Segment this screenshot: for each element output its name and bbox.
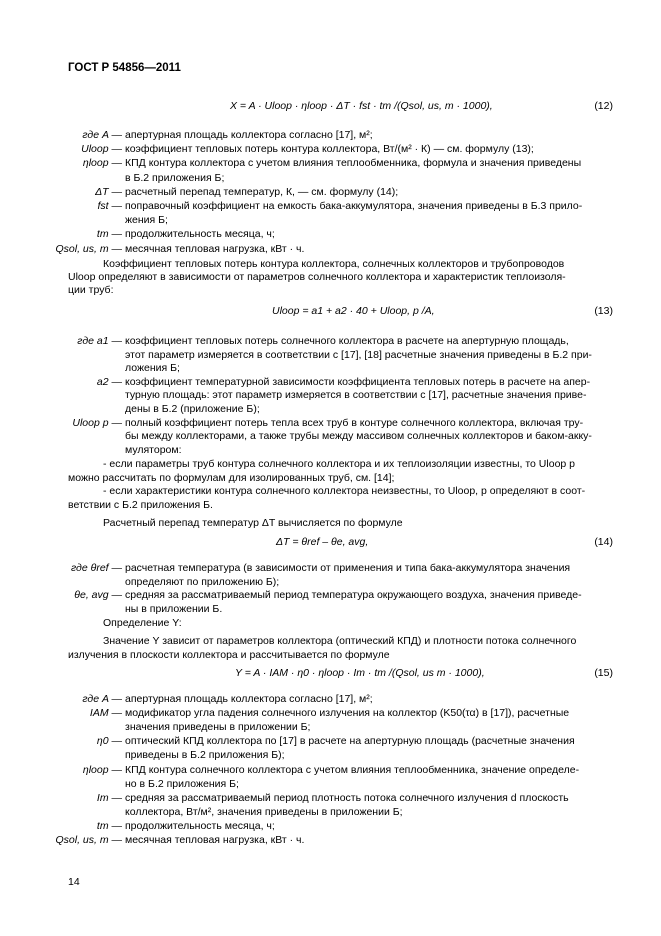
definition-text: расчетная температура (в зависимости от применения и типа бака-аккумулятора значения <box>125 562 571 574</box>
equation-14: ΔT = θref – θe, avg, <box>276 536 369 548</box>
definition-text: полный коэффициент потерь тепла всех труб в контуре солнечного коллектора, включая тру- <box>125 416 584 429</box>
definition-text: оптический КПД коллектора по [17] в расчете на апертурную площадь (расчетные значения <box>125 735 575 748</box>
definition-text: ны в приложении Б. <box>125 602 223 615</box>
definition-text: средняя за рассматриваемый период температура окружающего воздуха, значения приведе- <box>125 589 582 602</box>
page-number: 14 <box>68 876 80 888</box>
definition-text: апертурная площадь коллектора согласно [17], м²; <box>125 129 373 141</box>
definition-text: в Б.2 приложения Б; <box>125 171 225 184</box>
text-line: ции труб: <box>68 284 114 297</box>
definition-symbol: tm — <box>96 228 122 241</box>
definition-text: апертурная площадь коллектора согласно [17], м²; <box>125 693 373 705</box>
definition-text: средняя за рассматриваемый период плотность потока солнечного излучения d плоскость <box>125 791 569 804</box>
definition-symbol: ΔT — <box>95 185 122 198</box>
definition-text: ложения Б; <box>125 362 180 375</box>
equation-13: Uloop = a1 + a2 · 40 + Uloop, p /A, <box>272 305 435 317</box>
definition-text: турную площадь: этот параметр измеряется в соответствии с [17], расчетные значения приве- <box>125 389 587 402</box>
text-line: ветствии с Б.2 приложения Б. <box>68 498 213 511</box>
definition-symbol: где a1 — <box>77 335 122 347</box>
definition-symbol: a2 — <box>96 375 122 388</box>
definition-symbol: ηloop — <box>82 763 122 776</box>
definition-text: поправочный коэффициент на емкость бака-аккумулятора, значения приведены в Б.3 прило- <box>125 200 583 212</box>
definition-symbol: η0 — <box>96 735 122 748</box>
definition-text: КПД контура коллектора с учетом влияния теплообменника, формула и значения приведены <box>125 157 582 170</box>
definition-symbol: где A — <box>82 693 122 705</box>
definition-text: мулятором: <box>125 443 182 456</box>
definition-text: коэффициент температурной зависимости коэффициента тепловых потерь в расчете на апер- <box>125 375 591 388</box>
definition-symbol: ηloop — <box>82 157 122 170</box>
definition-text: расчетный перепад температур, К, — см. формулу (14); <box>125 185 399 198</box>
text-line: излучения в плоскости коллектора и рассчитывается по формуле <box>68 648 390 661</box>
definition-text: месячная тепловая нагрузка, кВт · ч. <box>125 242 305 255</box>
equation-12-number: (12) <box>594 100 613 112</box>
equation-14-number: (14) <box>594 536 613 548</box>
equation-12: X = A · Uloop · ηloop · ΔT · fst · tm /(Qsol, us, m · 1000), <box>230 100 493 112</box>
definition-text: продолжительность месяца, ч; <box>125 228 275 241</box>
text-line: Коэффициент тепловых потерь контура коллектора, солнечных коллекторов и трубопроводов <box>103 258 565 270</box>
definition-text: жения Б; <box>125 214 168 227</box>
definition-symbol: где θref — <box>71 562 122 574</box>
definition-text: значения приведены в приложении Б; <box>125 721 311 734</box>
definition-symbol: fst — <box>97 200 122 212</box>
definition-text: бы между коллекторами, а также трубы между массивом солнечных коллекторов и баком-акку- <box>125 430 592 443</box>
definition-text: коэффициент тепловых потерь солнечного коллектора в расчете на апертурную площадь, <box>125 335 569 347</box>
definition-text: КПД контура солнечного коллектора с учетом влияния теплообменника, значение определе- <box>125 763 580 776</box>
text-line: Uloop определяют в зависимости от параметров солнечного коллектора и характеристик теплоизоля- <box>68 271 566 284</box>
equation-15-number: (15) <box>594 667 613 679</box>
definition-symbol: IAM — <box>89 707 122 720</box>
equation-15: Y = A · IAM · η0 · ηloop · Im · tm /(Qsol, us m · 1000), <box>235 667 485 679</box>
text-line: можно рассчитать по формулам для изолированных труб, см. [14]; <box>68 471 395 484</box>
definition-text: но в Б.2 приложения Б; <box>125 777 239 790</box>
definition-text: модификатор угла падения солнечного излучения на коллектор (K50(τα) в [17]), расчетные <box>125 707 570 720</box>
definition-symbol: где A — <box>82 129 122 141</box>
definition-text: продолжительность месяца, ч; <box>125 819 275 832</box>
definition-y-heading: Определение Y: <box>103 617 182 629</box>
text-line: - если характеристики контура солнечного коллектора неизвестны, то Uloop, p определяют в соот- <box>103 485 586 497</box>
paragraph-delta-t: Расчетный перепад температур ΔT вычисляется по формуле <box>103 517 403 529</box>
text-line: Значение Y зависит от параметров коллектора (оптический КПД) и плотности потока солнечного <box>103 635 577 647</box>
definition-symbol: Im — <box>96 791 122 804</box>
definition-text: коэффициент тепловых потерь контура коллектора, Вт/(м² · К) — см. формулу (13); <box>125 143 534 156</box>
definition-text: этот параметр измеряется в соответствии с [17], [18] расчетные значения приведены в Б.2 при- <box>125 348 592 361</box>
page-header-standard: ГОСТ Р 54856—2011 <box>68 62 181 74</box>
definition-symbol: Uloop p — <box>72 416 122 429</box>
definition-symbol: Uloop — <box>81 143 122 156</box>
definition-text: определяют по приложению Б); <box>125 575 280 588</box>
definition-symbol: tm — <box>96 819 122 832</box>
definition-text: коллектора, Вт/м², значения приведены в приложении Б; <box>125 805 403 818</box>
definition-text: месячная тепловая нагрузка, кВт · ч. <box>125 834 305 846</box>
definition-text: приведены в Б.2 приложения Б); <box>125 749 285 762</box>
definition-text: дены в Б.2 (приложение Б); <box>125 403 260 415</box>
text-line: - если параметры труб контура солнечного коллектора и их теплоизоляции известны, то Uloop p <box>103 458 576 470</box>
definition-symbol: Qsol, us, m — <box>55 242 122 255</box>
equation-13-number: (13) <box>594 305 613 317</box>
definition-symbol: Qsol, us, m — <box>55 834 122 846</box>
definition-symbol: θe, avg — <box>74 589 122 602</box>
